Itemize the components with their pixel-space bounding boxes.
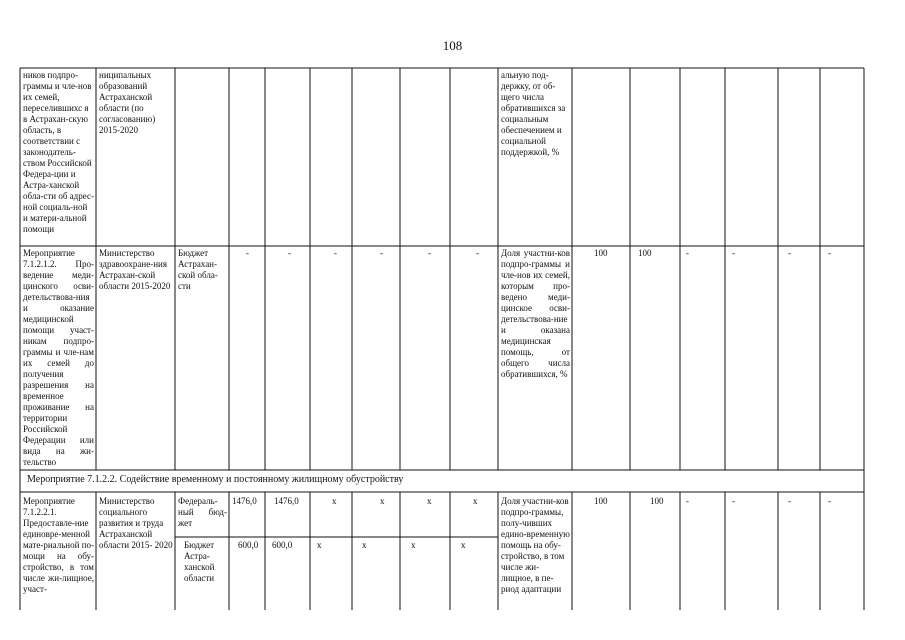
row3-fed-year: 1476,0 (274, 496, 299, 506)
row3-tail-2: - (732, 496, 735, 506)
row2-dash-3: - (334, 248, 337, 258)
row3-reg-source: Бюджет Астра-ханской области (184, 540, 215, 583)
row3-fed-source: Федераль-ный бюд-жет (178, 496, 227, 528)
row1-executor: ниципальных образований Астраханской области (по согласованию) 2015-2020 (99, 70, 156, 135)
row2-dash-2: - (288, 248, 291, 258)
row2-description: Мероприятие 7.1.2.1.2. Про-ведение меди-цинского осви-детельствова-ния и оказание медицинской помощи участ-никам подпро-граммы и чле-нам их семей до получения разрешения на временное проживание на территории Российской Федерации или вида на жи-тельство (23, 248, 94, 467)
row3-tail-1: - (686, 496, 689, 506)
row3-tail-3: - (788, 496, 791, 506)
row3-fed-x-4: x (473, 496, 478, 506)
row2-dash-6: - (476, 248, 479, 258)
row3-reg-x-4: x (461, 540, 466, 550)
row3-reg-x-1: x (317, 540, 322, 550)
row2-funding-source: Бюджет Астрахан-ской обла-сти (178, 248, 218, 291)
row1-indicator: альную под-держку, от об-щего числа обратившихся за социальным обеспечением и социальной поддержкой, % (501, 70, 566, 157)
row3-tail-4: - (828, 496, 831, 506)
row3-fed-total: 1476,0 (232, 496, 257, 506)
row3-fed-x-1: x (332, 496, 337, 506)
row3-fed-x-2: x (380, 496, 385, 506)
row3-value-1: 100 (594, 496, 608, 506)
row3-value-2: 100 (650, 496, 664, 506)
row3-description: Мероприятие 7.1.2.2.1. Предоставле-ние единовре-менной мате-риальной по-мощи на обу-стройство, в том числе жи-лищное, участ- (23, 496, 95, 594)
row3-indicator: Доля участни-ков подпро-граммы, полу-чивших едино-временную помощь на обу-стройство, в том числе жи-лищное, в пе-риод адаптации (501, 496, 570, 594)
row2-value-2: 100 (638, 248, 652, 258)
page-number: 108 (442, 38, 463, 53)
row2-executor: Министерство здравоохране-ния Астрахан-ской области 2015-2020 (99, 248, 171, 291)
row1-description: ников подпро-граммы и чле-нов их семей, переселившихс я в Астрахан-скую область, в соответствии с законодатель-ством Российской Федера-ции и Астра-ханской обла-сти об адрес-ной социаль-ной и матери-альной помощи (23, 70, 94, 234)
row2-value-1: 100 (594, 248, 608, 258)
row2-tail-1: - (686, 248, 689, 258)
row3-reg-total: 600,0 (238, 540, 259, 550)
row3-executor: Министерство социального развития и труда Астраханской области 2015- 2020 (99, 496, 173, 550)
row2-tail-2: - (732, 248, 735, 258)
section-title: Мероприятие 7.1.2.2. Содействие временному и постоянному жилищному обустройству (27, 474, 404, 485)
row2-dash-4: - (380, 248, 383, 258)
row3-reg-x-2: x (362, 540, 367, 550)
row2-indicator: Доля участни-ков подпро-граммы и чле-нов их семей, которым про-ведено меди-цинское осви-детельствова-ние и оказана медицинская помощь, от общего числа обратившихся, % (501, 248, 570, 379)
row2-dash-5: - (428, 248, 431, 258)
row3-reg-year: 600,0 (272, 540, 293, 550)
row3-reg-x-3: x (411, 540, 416, 550)
row3-fed-x-3: x (427, 496, 432, 506)
row2-tail-3: - (788, 248, 791, 258)
row2-tail-4: - (828, 248, 831, 258)
row2-dash-1: - (246, 248, 249, 258)
